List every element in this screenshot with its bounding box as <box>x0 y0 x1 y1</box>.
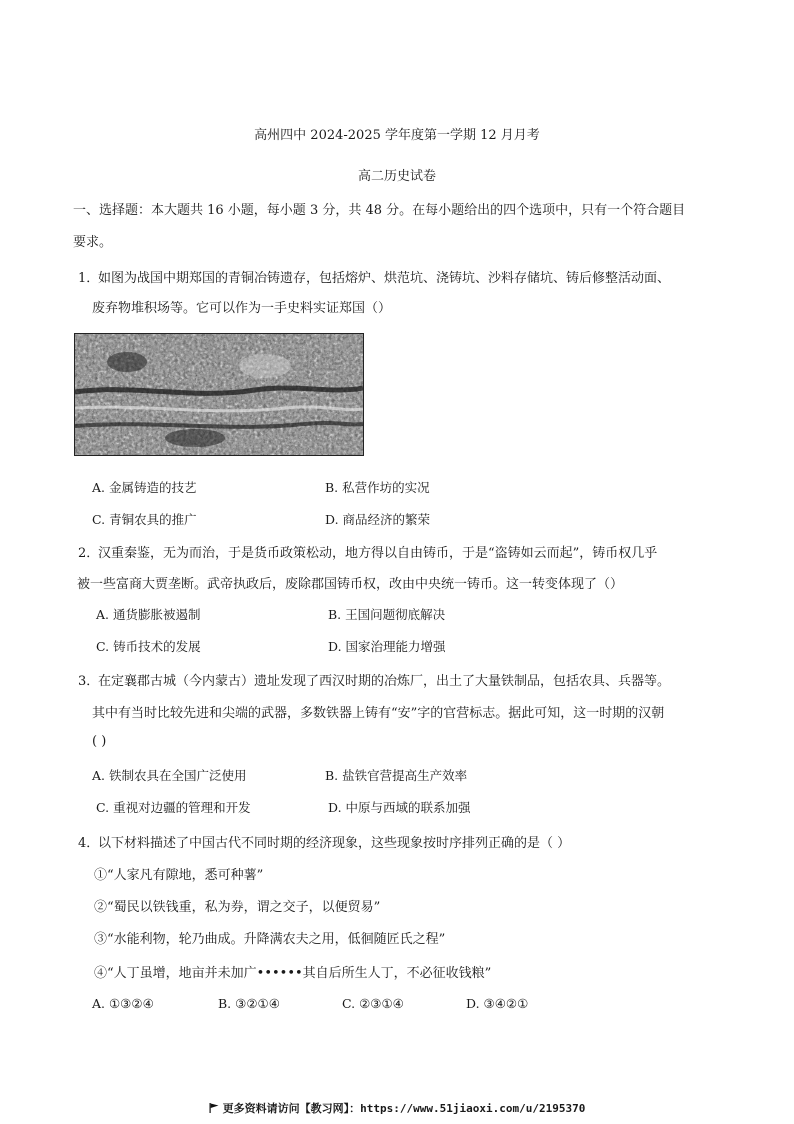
question-4-option-a[interactable]: A. ①③②④ <box>92 996 154 1011</box>
question-3-option-a[interactable]: A. 铁制农具在全国广泛使用 <box>92 768 247 783</box>
flag-icon <box>209 1103 219 1113</box>
question-1-option-d[interactable]: D. 商品经济的繁荣 <box>325 512 431 527</box>
page-title: 高州四中 2024-2025 学年度第一学期 12 月月考 <box>254 128 540 143</box>
question-4-item-1: ①“人家凡有隙地，悉可种薯” <box>94 868 264 883</box>
question-4-stem-line-1: 以下材料描述了中国古代不同时期的经济现象，这些现象按时序排列正确的是（ ） <box>98 836 571 851</box>
question-4-number: 4． <box>78 836 100 851</box>
question-2-option-a[interactable]: A. 通货膨胀被遏制 <box>96 607 201 622</box>
question-1-stem-line-1: 如图为战国中期郑国的青铜冶铸遗存，包括熔炉、烘范坑、浇铸坑、沙料存储坑、铸后修整活动面、 <box>98 271 671 286</box>
question-3-option-c[interactable]: C. 重视对边疆的管理和开发 <box>96 800 251 815</box>
question-1-number: 1． <box>78 271 100 286</box>
page-subtitle: 高二历史试卷 <box>357 169 436 184</box>
question-4-item-3: ③“水能利物，轮乃曲成。升降满农夫之用，低徊随匠氏之程” <box>94 932 446 947</box>
question-4-option-b[interactable]: B. ③②①④ <box>218 996 280 1011</box>
section-heading: 一、选择题：本大题共 16 小题，每小题 3 分，共 48 分。在每小题给出的四个选项中，只有一个符合题目 <box>73 203 686 218</box>
section-heading-cont: 要求。 <box>73 235 113 250</box>
question-1-option-b[interactable]: B. 私营作坊的实况 <box>325 480 430 495</box>
bronze-foundry-photo <box>74 333 364 456</box>
question-2-stem-line-1: 汉重秦鉴，无为而治，于是货币政策松动，地方得以自由铸币，于是“盗铸如云而起”，铸币权几乎 <box>98 546 658 561</box>
question-2-option-d[interactable]: D. 国家治理能力增强 <box>328 639 446 654</box>
question-3-stem-line-1: 在定襄郡古城（今内蒙古）遗址发现了西汉时期的冶炼厂，出土了大量铁制品，包括农具、兵器等。 <box>98 674 671 689</box>
question-4-option-c[interactable]: C. ②③①④ <box>342 996 404 1011</box>
question-1-option-a[interactable]: A. 金属铸造的技艺 <box>92 480 197 495</box>
question-1-option-c[interactable]: C. 青铜农具的推广 <box>92 512 197 527</box>
question-3-option-b[interactable]: B. 盐铁官营提高生产效率 <box>325 768 468 783</box>
question-2-stem-line-2: 被一些富商大贾垄断。武帝执政后，废除郡国铸币权，改由中央统一铸币。这一转变体现了（） <box>77 577 624 592</box>
question-4-item-4: ④“人丁虽增，地亩并未加广••••••其自后所生人丁，不必征收钱粮” <box>94 966 492 981</box>
question-2-option-b[interactable]: B. 王国问题彻底解决 <box>328 607 446 622</box>
question-3-number: 3． <box>78 674 100 689</box>
question-3-option-d[interactable]: D. 中原与西域的联系加强 <box>328 800 471 815</box>
question-1-stem-line-2: 废弃物堆积场等。它可以作为一手史料实证郑国（） <box>92 301 392 316</box>
question-4-item-2: ②“蜀民以铁钱重，私为券，谓之交子，以便贸易” <box>94 900 381 915</box>
footer-link[interactable]: 更多资料请访问【教习网】：https://www.51jiaoxi.com/u/2195370 <box>222 1102 586 1115</box>
question-2-option-c[interactable]: C. 铸币技术的发展 <box>96 639 201 654</box>
question-2-number: 2． <box>78 546 100 561</box>
question-4-option-d[interactable]: D. ③④②① <box>466 996 529 1011</box>
footer <box>0 1100 794 1116</box>
question-3-stem-line-2: 其中有当时比较先进和尖端的武器，多数铁器上铸有“安”字的官营标志。据此可知，这一时期的汉朝 <box>92 706 665 721</box>
question-3-stem-line-3: ( ) <box>92 734 107 749</box>
